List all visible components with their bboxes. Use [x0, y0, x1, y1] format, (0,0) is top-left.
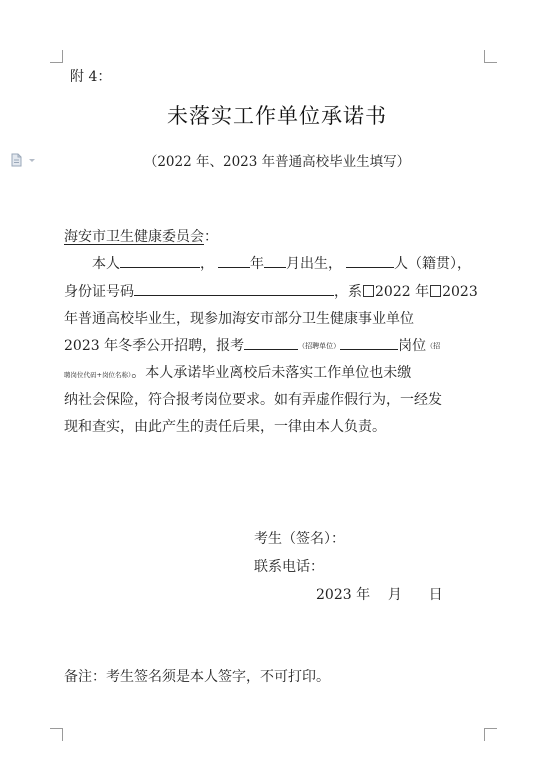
text-apply: 2023 年冬季公开招聘，报考 [64, 338, 245, 354]
checkbox-2022[interactable] [363, 285, 374, 297]
hint-position-code: 聘岗位代码+岗位名称） [64, 371, 132, 379]
document-title: 未落实工作单位承诺书 [167, 104, 387, 128]
body-line-2 [64, 281, 478, 301]
birth-month-blank[interactable] [264, 253, 286, 268]
body-line-6: 纳社会保险，符合报考岗位要求。如有弄虚作假行为，一经发 [64, 392, 442, 408]
hint-unit: （招聘单位） [298, 342, 341, 350]
contact-phone: 联系电话： [254, 559, 324, 575]
text-2022: 2022 年 [375, 284, 430, 300]
body-line-4 [64, 335, 440, 355]
document-subtitle: （2022 年、2023 年普通高校毕业生填写） [143, 154, 411, 170]
text-comma: ， [200, 256, 214, 272]
checkbox-2023[interactable] [430, 285, 441, 297]
text-year: 年 [250, 256, 264, 272]
text-xi: ，系 [334, 284, 362, 300]
text-position: 岗位 [398, 338, 427, 354]
body-line-1 [92, 253, 471, 273]
native-place-blank[interactable] [346, 253, 394, 268]
addressee: 海安市卫生健康委员会 [64, 229, 204, 245]
text-commitment: 。本人承诺毕业离校后未落实工作单位也未缴 [131, 365, 412, 381]
text-native: 人（籍贯）， [394, 256, 471, 272]
attachment-label: 附 4： [70, 69, 112, 85]
footnote: 备注：考生签名须是本人签字，不可打印。 [64, 669, 330, 685]
text-benren: 本人 [92, 256, 120, 272]
addressee-line [64, 226, 218, 246]
crop-mark-bottom-right [484, 728, 497, 741]
text-id-number: 身份证号码 [64, 284, 134, 300]
text-2023: 2023 [442, 284, 478, 300]
birth-year-blank[interactable] [218, 253, 250, 268]
body-line-5 [64, 362, 411, 382]
body-line-3: 年普通高校毕业生，现参加海安市部分卫生健康事业单位 [64, 311, 414, 327]
crop-mark-bottom-left [50, 728, 63, 741]
position-blank[interactable] [340, 335, 398, 350]
unit-blank[interactable] [244, 335, 298, 350]
crop-mark-top-right [484, 50, 497, 63]
crop-mark-top-left [50, 50, 63, 63]
body-line-7: 现和查实，由此产生的责任后果，一律由本人负责。 [64, 419, 386, 435]
addressee-colon: ： [204, 229, 218, 245]
text-born: 月出生， [286, 256, 342, 272]
candidate-signature: 考生（签名）： [254, 531, 345, 547]
signing-date: 2023 年 月 日 [316, 587, 443, 603]
name-blank[interactable] [120, 253, 200, 268]
id-number-blank[interactable] [134, 281, 334, 296]
hint-position-start: （招 [426, 342, 441, 350]
